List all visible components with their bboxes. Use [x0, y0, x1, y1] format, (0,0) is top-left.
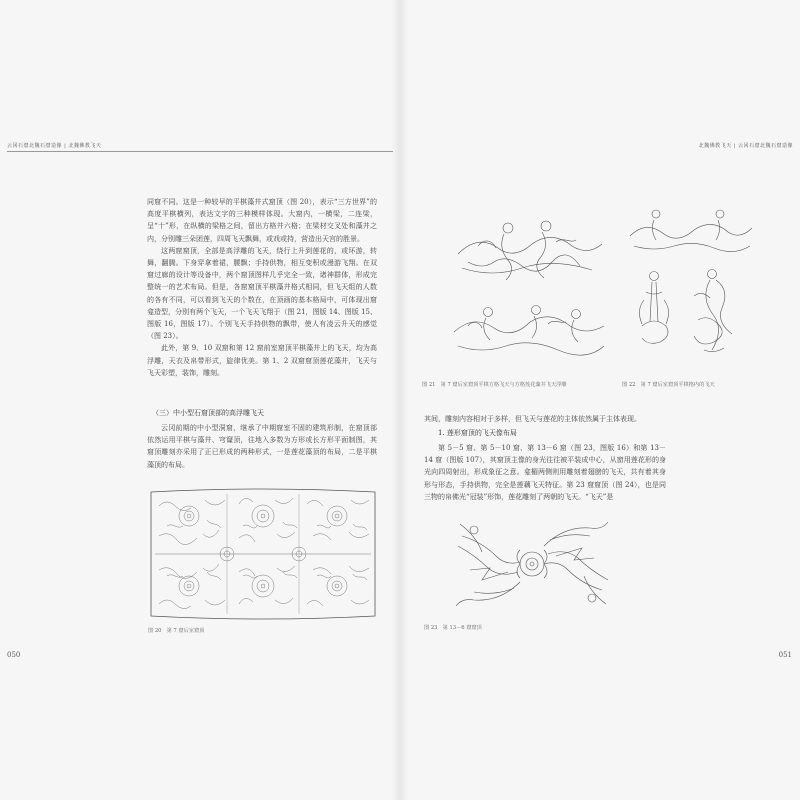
figure-22-caption: 图 22 第 7 窟后室窟顶平棋格内的飞天	[622, 382, 715, 388]
folio-right: 051	[778, 651, 792, 659]
apsaras-sketch-right	[624, 206, 756, 374]
figure-21-apsaras-drawing	[448, 206, 610, 374]
lotus-ceiling-sketch	[452, 516, 614, 616]
figure-20-ceiling-line-drawing	[147, 486, 379, 622]
figure-21-caption: 图 21 第 7 窟后室窟顶平棋方格飞天与方格莲花藻井飞天浮雕	[422, 382, 567, 388]
paragraph: 云冈前期的中小型洞窟，继承了中期窟室不固的建筑形制，在窟顶部依然运用平棋与藻井、穹窿顶，往地入多数为方形或长方形平面制图，其窟顶雕刻亦采用了正已形成的两种形式，一是莲花藻顶的布局，二是平棋藻顶的布局。	[147, 424, 377, 469]
figure-23-caption: 图 23 第 13－6 窟窟顶	[424, 625, 482, 631]
right-page	[400, 0, 800, 800]
subsection-heading: 1. 莲形窟顶的飞天像布局	[438, 429, 517, 437]
right-body-text	[424, 442, 666, 504]
header-rule-left	[7, 151, 393, 152]
paragraph: 同窟不同。这是一种较早的平棋藻井式窟顶（图 20），表示“三方世界”的高度平棋横列，表达文字的三种模样体现。大窟内，一横梁，二连梁，呈“十”形，在纵横的梁格之间，留出方格井六格；在梁材交叉处和藻井之内，分别雕三朵团莲，四周飞天飘舞，或戏或持，营造出天宫的胜景。	[147, 198, 377, 243]
figure-20-caption: 图 20 第 7 窟后室窟顶	[148, 628, 205, 634]
ceiling-drawing	[147, 486, 379, 622]
running-head-left: 云冈石窟北魏石窟造像 | 北魏佛教飞天	[7, 143, 102, 149]
paragraph: 这两窟窟顶，全部是高浮雕的飞天，绕行上升到莲花的，或环游，转舞，翻腾。下身穿拿着裙，腰飘；手持供物，相互变积或漫游飞翔。在双窟过廊的设计等设备中，两个窟顶图样几乎完全一致，诸神群体，形成完整统一的艺术布局。但是，各窟窟顶平棋藻井格式相同，但飞天组的人数的各有不同，可以看到飞天的个数在，在顶画的基本格局中，可体现出窟龛造型，分别有两个飞天，一个飞天飞翔于（图 21，图版 14、图版 15、图版 16，图版 17）。个别飞天手持供物的飘带，使人有凌云升天的感觉（图 23）。	[147, 246, 377, 341]
left-body-text	[147, 196, 377, 396]
running-head-right: 北魏佛教飞天 | 云冈石窟北魏石窟造像	[698, 143, 793, 149]
right-intro-text	[424, 413, 666, 427]
figure-22-apsaras-drawing	[624, 206, 756, 374]
apsaras-sketch-upper	[448, 206, 610, 374]
book-gutter	[392, 0, 408, 800]
figure-23-lotus-ceiling-drawing	[452, 516, 614, 616]
section-paragraph	[147, 422, 377, 484]
paragraph: 其间，雕刻内容相对于多样，但飞天与莲花的主体依然属于主体表现。	[424, 415, 641, 423]
folio-left: 050	[7, 651, 21, 659]
paragraph: 此外，第 9、10 双窟和第 12 窟前室窟顶平棋藻井上的飞天，均为高浮雕，天衣及帛带形式，旋律优美。第 1、2 双窟窟顶莲花藻井，飞天与飞天彩塑，装饰，雕刻。	[147, 344, 377, 377]
section-heading: （三）中小型石窟顶部的高浮雕飞天	[152, 409, 264, 417]
paragraph: 第 5－5 窟、第 5－10 窟、第 13－6 窟（图 23，图版 16）和第 13－14 窟（图版 107），其窟顶主像的身光往往被平装成中心，从窗用莲花形的身光向四周射出，形成象征之意。龛楣两侧则用雕刻着翅膀的飞天，共有着其身形与形态，手持供物，完全是莲藕飞天特征。第 23 窟窟顶（图 24），也是同三物的帛佛光“冠装”形饰，莲花雕刻了两朝的飞天。“飞天”是	[424, 444, 666, 501]
